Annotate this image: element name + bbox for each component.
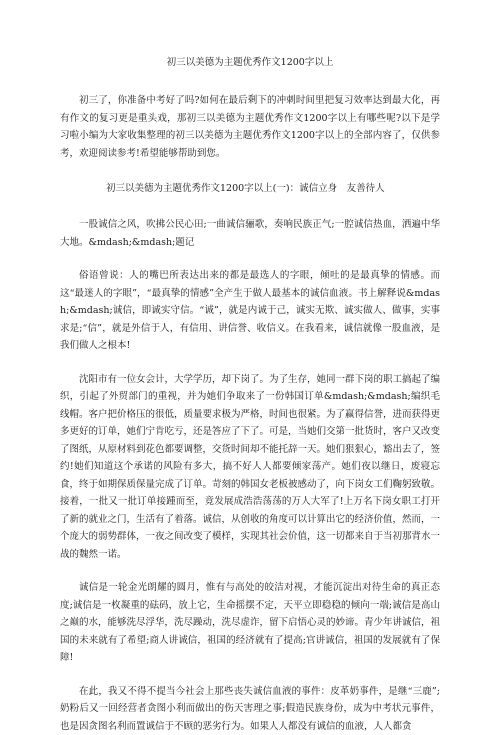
- body-paragraph: 沈阳市有一位女会计，大学学历，却下岗了。为了生存，她同一群下岗的职工搞起了编织，引起了外贸部门的重视，并为她们争取来了一份韩国订单&mdash;&mdash;编织毛线帽。客户把价格压的很低，质量要求极为严格，时间也很紧。为了赢得信誉，进而获得更多更好的订单，她们宁肯吃亏，还是答应了下了。可是，当她们交第一批货时，客户又改变了图纸，从原材料到花色都要调整，交货时间却不能托辞一天。她们狠狠心，豁出去了，签约!她们知道这个承诺的风险有多大，搞不好人人都要倾家荡产。她们夜以继日，废寝忘食，终于如期保质保量完成了订单。苛刻的韩国女老板被感动了，向下岗女工们鞠躬致敬。接着，一批又一批订单接踵而至，竟发展成浩浩荡荡的万人大军了!上万名下岗女职工打开了新的就业之门，生活有了着落。诚信，从创收的角度可以计算出它的经济价值，然而，一个庞大的弱势群体，一夜之间改变了模样，实现其社会价值，这一切都来自于当初那背水一战的魏然一诺。: [60, 371, 440, 564]
- spacer: [60, 355, 440, 371]
- spacer: [60, 162, 440, 182]
- spacer: [60, 196, 440, 216]
- body-paragraph: 诚信是一轮金光朗耀的圆月，惟有与高处的皎洁对视，才能沉淀出对待生命的真正态度;诚信是一枚凝重的砝码，放上它，生命摇摆不定，天平立即稳稳的倾向一端;诚信是高山之巅的水，能够洗尽浮华，洗尽躁动，洗尽虚诈，留下启悟心灵的妙谛。青少年讲诚信，祖国的未来就有了希望;商人讲诚信，祖国的经济就有了提高;官讲诚信，祖国的发展就有了保障!: [60, 579, 440, 667]
- intro-paragraph: 初三了，你准备中考好了吗?如何在最后剩下的冲刺时间里把复习效率达到最大化，再有作文的复习更是重头戏，那初三以美德为主题优秀作文1200字以上有哪些呢?以下是学习啦小编为大家收集整理的初三以美德为主题优秀作文1200字以上的全部内容了，仅供参考，欢迎阅读参考!希望能够帮助到您。: [60, 92, 440, 162]
- spacer: [60, 667, 440, 683]
- body-paragraph: 在此，我又不得不提当今社会上那些丧失诚信血液的事件：皮革奶事件，是继“三鹿”;奶粉后又一回经营者贪图小利而做出的伤天害理之事;假造民族身份，成为中考状元事件，也是因贪图名利而置诚信于不顾的恶劣行为。如果人人都没有诚信的血液，人人都贪: [60, 683, 440, 735]
- spacer: [60, 251, 440, 267]
- section-subtitle: 初三以美德为主题优秀作文1200字以上(一)：诚信立身 友善待人: [60, 182, 440, 196]
- body-paragraph: 一股诚信之风，吹拂公民心田;一曲诚信骊歌，奏响民族正气;一腔诚信热血，洒遍中华大地。&mdash;&mdash;题记: [60, 216, 440, 251]
- spacer: [60, 563, 440, 579]
- body-paragraph: 俗语曾说：人的嘴巴所表达出来的都是最选人的字眼，倾吐的是最真挚的情感。而这“最迷人的字眼”，“最真挚的情感”全产生于做人最基本的诚信血液。书上解释说&mdash;&mdash;诚信，即诚实守信。“诚”，就是内诚于己，诚实无欺、诚实做人、做事，实事求是;“信”，就是外信于人，有信用、讲信誉、收信义。在我看来，诚信就像一股血液，是我们做人之根本!: [60, 267, 440, 355]
- document-title: 初三以美德为主题优秀作文1200字以上: [60, 56, 440, 70]
